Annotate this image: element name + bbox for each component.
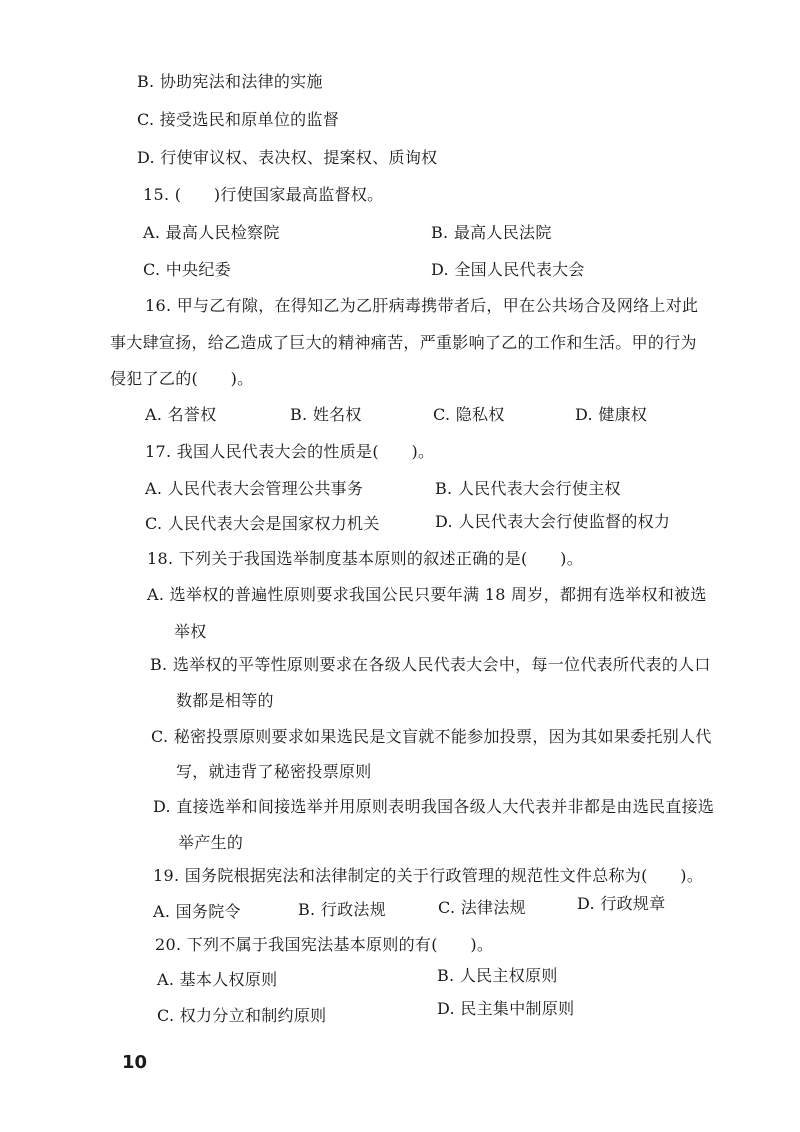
q16-option-a: A. 名誉权 [145, 405, 217, 424]
q18-option-a-line-1: A. 选举权的普遍性原则要求我国公民只要年满 18 周岁，都拥有选举权和被选 [147, 585, 707, 604]
q19-option-b: B. 行政法规 [298, 900, 387, 919]
q20-option-c: C. 权力分立和制约原则 [157, 1006, 327, 1025]
q18-option-a-line-2: 举权 [174, 622, 207, 641]
q20-option-b: B. 人民主权原则 [437, 966, 558, 985]
q16-option-c: C. 隐私权 [433, 405, 505, 424]
q16-stem-line-1: 16. 甲与乙有隙，在得知乙为乙肝病毒携带者后，甲在公共场合及网络上对此 [145, 296, 699, 315]
q19-option-c: C. 法律法规 [438, 898, 526, 917]
q20-option-d: D. 民主集中制原则 [437, 999, 575, 1018]
q16-stem-line-3: 侵犯了乙的( )。 [110, 369, 254, 388]
q15-stem: 15. ( )行使国家最高监督权。 [143, 185, 384, 204]
prev-option-b: B. 协助宪法和法律的实施 [137, 72, 323, 91]
q16-option-b: B. 姓名权 [290, 405, 362, 424]
prev-option-c: C. 接受选民和原单位的监督 [137, 110, 340, 129]
q19-option-d: D. 行政规章 [577, 894, 666, 913]
q15-option-b: B. 最高人民法院 [431, 223, 552, 242]
q18-option-c-line-2: 写，就违背了秘密投票原则 [176, 762, 372, 781]
prev-option-d: D. 行使审议权、表决权、提案权、质询权 [137, 148, 438, 167]
q19-stem: 19. 国务院根据宪法和法律制定的关于行政管理的规范性文件总称为( )。 [153, 866, 704, 885]
q17-option-d: D. 人民代表大会行使监督的权力 [435, 512, 671, 531]
q17-stem: 17. 我国人民代表大会的性质是( )。 [145, 442, 435, 461]
q20-stem: 20. 下列不属于我国宪法基本原则的有( )。 [155, 935, 494, 954]
q18-stem: 18. 下列关于我国选举制度基本原则的叙述正确的是( )。 [147, 549, 584, 568]
q20-option-a: A. 基本人权原则 [157, 970, 278, 989]
q15-option-c: C. 中央纪委 [143, 260, 231, 279]
q15-option-d: D. 全国人民代表大会 [431, 260, 585, 279]
q16-option-d: D. 健康权 [575, 405, 648, 424]
q18-option-b-line-1: B. 选举权的平等性原则要求在各级人民代表大会中，每一位代表所代表的人口 [150, 655, 711, 674]
q18-option-b-line-2: 数都是相等的 [176, 691, 274, 710]
q16-stem-line-2: 事大肆宣扬，给乙造成了巨大的精神痛苦，严重影响了乙的工作和生活。甲的行为 [110, 333, 697, 352]
q19-option-a: A. 国务院令 [153, 902, 241, 921]
q18-option-d-line-1: D. 直接选举和间接选举并用原则表明我国各级人大代表并非都是由选民直接选 [153, 797, 715, 816]
q17-option-a: A. 人民代表大会管理公共事务 [145, 479, 364, 498]
q17-option-b: B. 人民代表大会行使主权 [435, 479, 621, 498]
q15-option-a: A. 最高人民检察院 [143, 223, 280, 242]
q17-option-c: C. 人民代表大会是国家权力机关 [145, 514, 380, 533]
page-number: 10 [122, 1052, 148, 1073]
q18-option-d-line-2: 举产生的 [178, 833, 244, 852]
q18-option-c-line-1: C. 秘密投票原则要求如果选民是文盲就不能参加投票，因为其如果委托别人代 [151, 727, 712, 746]
